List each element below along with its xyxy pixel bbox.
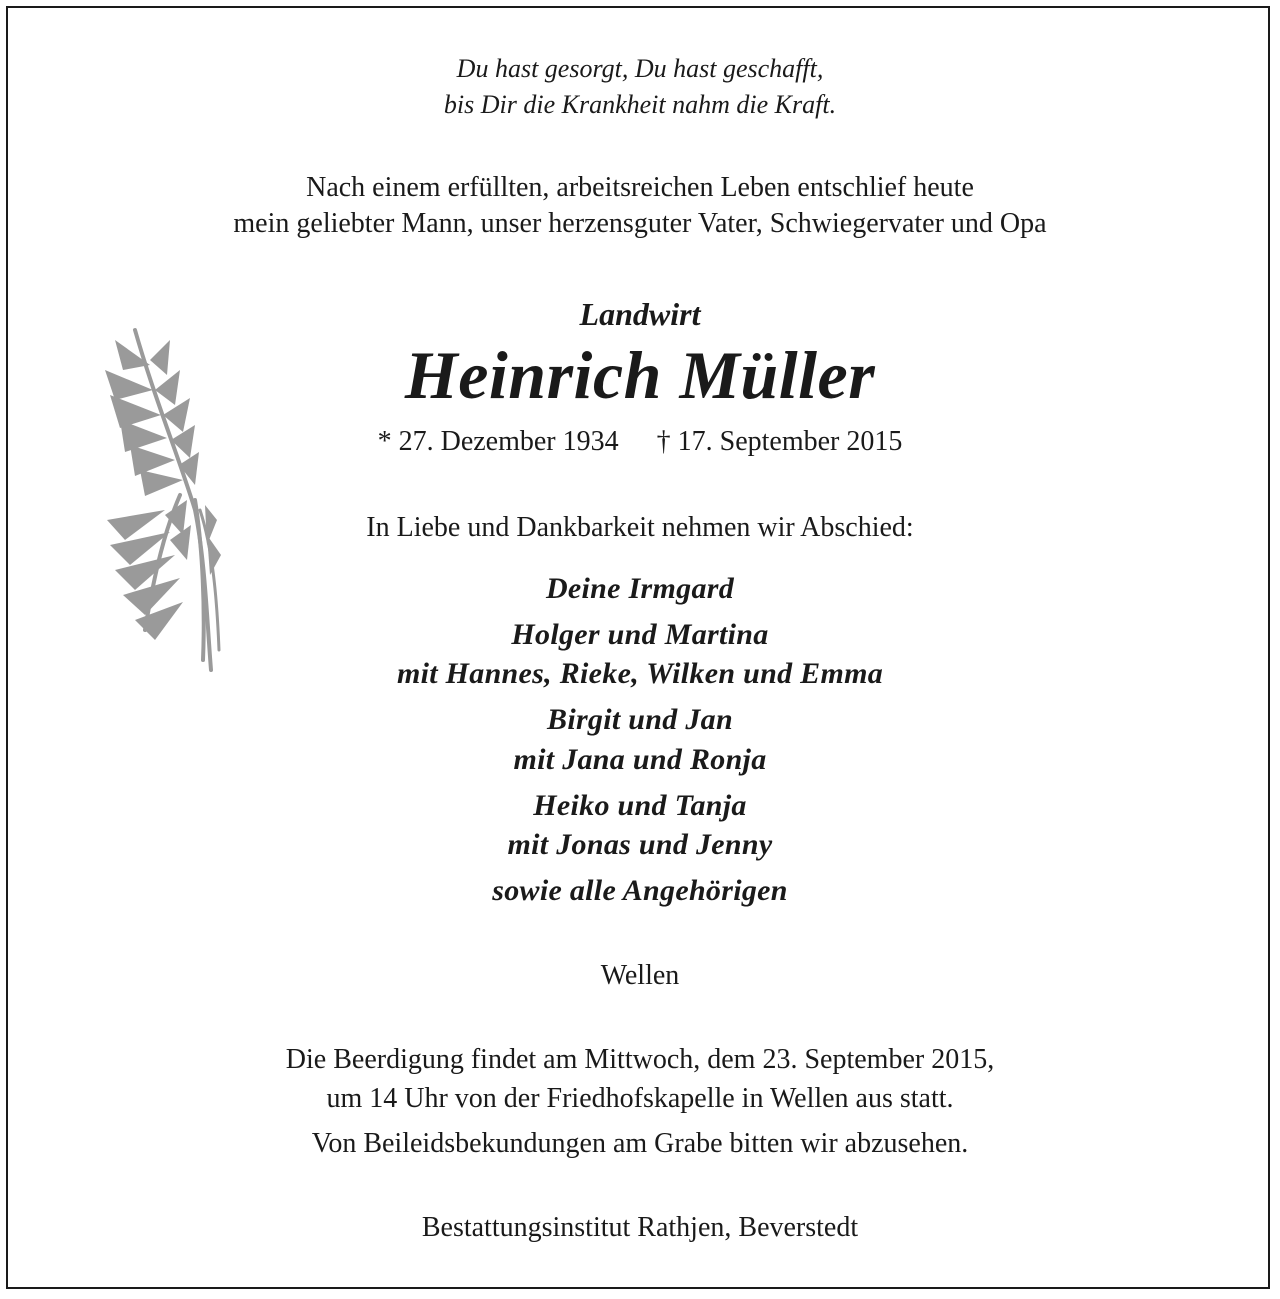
intro-line-1: Nach einem erfüllten, arbeitsreichen Leben entschlief heute — [306, 172, 974, 203]
mourner-line: mit Jonas und Jenny — [507, 828, 773, 861]
mourner-line: Heiko und Tanja — [533, 789, 747, 822]
mourner-line: mit Hannes, Rieke, Wilken und Emma — [396, 657, 884, 690]
mourner-line: Birgit und Jan — [547, 703, 733, 736]
funeral-line-3: Von Beileidsbekundungen am Grabe bitten wir abzusehen. — [311, 1128, 969, 1159]
wheat-ears-icon — [95, 320, 225, 675]
deceased-name: Heinrich Müller — [404, 337, 876, 413]
mourner-line: sowie alle Angehörigen — [492, 874, 788, 907]
mourner-line: Deine Irmgard — [545, 572, 735, 605]
birth-date: * 27. Dezember 1934 — [377, 426, 619, 457]
motto-line-1: Du hast gesorgt, Du hast geschafft, — [456, 54, 824, 83]
death-date: † 17. September 2015 — [656, 426, 903, 457]
funeral-line-1: Die Beerdigung findet am Mittwoch, dem 23. September 2015, — [285, 1044, 995, 1075]
farewell-text: In Liebe und Dankbarkeit nehmen wir Abschied: — [366, 512, 914, 543]
motto-line-2: bis Dir die Krankheit nahm die Kraft. — [443, 90, 837, 119]
funeral-line-2: um 14 Uhr von der Friedhofskapelle in Wellen aus statt. — [326, 1083, 954, 1114]
mourner-line: Holger und Martina — [511, 618, 769, 651]
place-name: Wellen — [600, 960, 680, 991]
undertaker: Bestattungsinstitut Rathjen, Beverstedt — [421, 1212, 859, 1243]
profession: Landwirt — [579, 296, 701, 332]
intro-line-2: mein geliebter Mann, unser herzensguter Vater, Schwiegervater und Opa — [233, 208, 1047, 239]
mourner-line: mit Jana und Ronja — [513, 743, 767, 776]
